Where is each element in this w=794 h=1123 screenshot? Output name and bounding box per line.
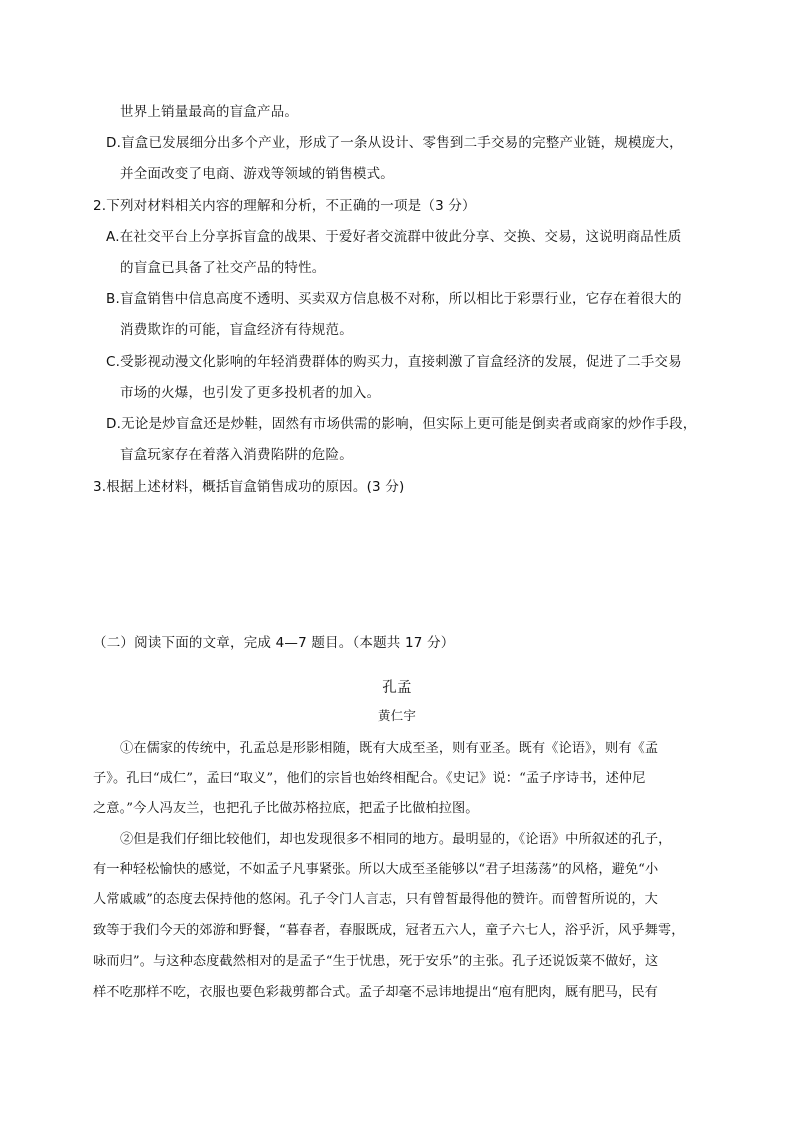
q1-option-d-line2: 并全面改变了电商、游戏等领域的销售模式。 [120, 166, 394, 182]
paragraph-2-line6: 样不吃那样不吃，衣服也要色彩裁剪都合式。孟子却毫不忌讳地提出“庖有肥肉，厩有肥马，民有 [93, 985, 658, 1000]
paragraph-2-line4: 致等于我们今天的郊游和野餐，“暮春者，春服既成，冠者五六人，童子六七人，浴乎沂，风乎舞雩， [93, 923, 685, 938]
paragraph-2-line3: 人常戚戚”的态度去保持他的悠闲。孔子令门人言志，只有曾皙最得他的赞许。而曾皙所说的，大 [93, 892, 658, 907]
q2-option-a-line2: 的盲盒已具备了社交产品的特性。 [120, 260, 326, 276]
paragraph-1-line2: 子》。孔曰“成仁”，孟曰“取义”，他们的宗旨也始终相配合。《史记》说：“孟子序诗书，述仲尼 [93, 771, 646, 786]
paragraph-1-line3: 之意。”今人冯友兰，也把孔子比做苏格拉底，把孟子比做柏拉图。 [93, 801, 479, 816]
paragraph-1-line1: ①在儒家的传统中，孔孟总是形影相随，既有大成至圣，则有亚圣。既有《论语》，则有《孟 [120, 741, 659, 756]
q2-option-d-line1: D.无论是炒盲盒还是炒鞋，固然有市场供需的影响，但实际上更可能是倒卖者或商家的炒作手段， [106, 416, 697, 432]
article-author: 黄仁宇 [377, 708, 417, 723]
q2-option-c-line2: 市场的火爆，也引发了更多投机者的加入。 [120, 385, 381, 401]
paragraph-2-line5: 咏而归”。与这种态度截然相对的是孟子“生于忧患，死于安乐”的主张。孔子还说饭菜不做好，这 [93, 954, 659, 969]
q1-option-c-tail: 世界上销量最高的盲盒产品。 [120, 104, 299, 120]
paragraph-2-line1: ②但是我们仔细比较他们，却也发现很多不相同的地方。最明显的，《论语》中所叙述的孔子， [120, 832, 672, 847]
paragraph-2-line2: 有一种轻松愉快的感觉，不如孟子凡事紧张。所以大成至圣能够以“君子坦荡荡”的风格，避免“小 [93, 862, 659, 877]
q2-option-a-line1: A.在社交平台上分享拆盲盒的战果、于爱好者交流群中彼此分享、交换、交易，这说明商品性质 [106, 229, 682, 245]
q2-stem: 2.下列对材料相关内容的理解和分析，不正确的一项是（3 分） [93, 198, 476, 214]
q2-option-d-line2: 盲盒玩家存在着落入消费陷阱的危险。 [120, 447, 353, 463]
q1-option-d-line1: D.盲盒已发展细分出多个产业，形成了一条从设计、零售到二手交易的完整产业链，规模庞大， [106, 135, 683, 151]
q2-option-b-line2: 消费欺诈的可能，盲盒经济有待规范。 [120, 322, 353, 338]
q2-option-b-line1: B.盲盒销售中信息高度不透明、买卖双方信息极不对称，所以相比于彩票行业，它存在着很大的 [106, 291, 682, 307]
q2-option-c-line1: C.受影视动漫文化影响的年轻消费群体的购买力，直接刺激了盲盒经济的发展，促进了二手交易 [106, 354, 682, 370]
article-title: 孔孟 [382, 680, 412, 696]
q3-stem: 3.根据上述材料，概括盲盒销售成功的原因。(3 分) [93, 479, 405, 495]
section-heading: （二）阅读下面的文章，完成 4—7 题目。（本题共 17 分） [93, 635, 455, 651]
